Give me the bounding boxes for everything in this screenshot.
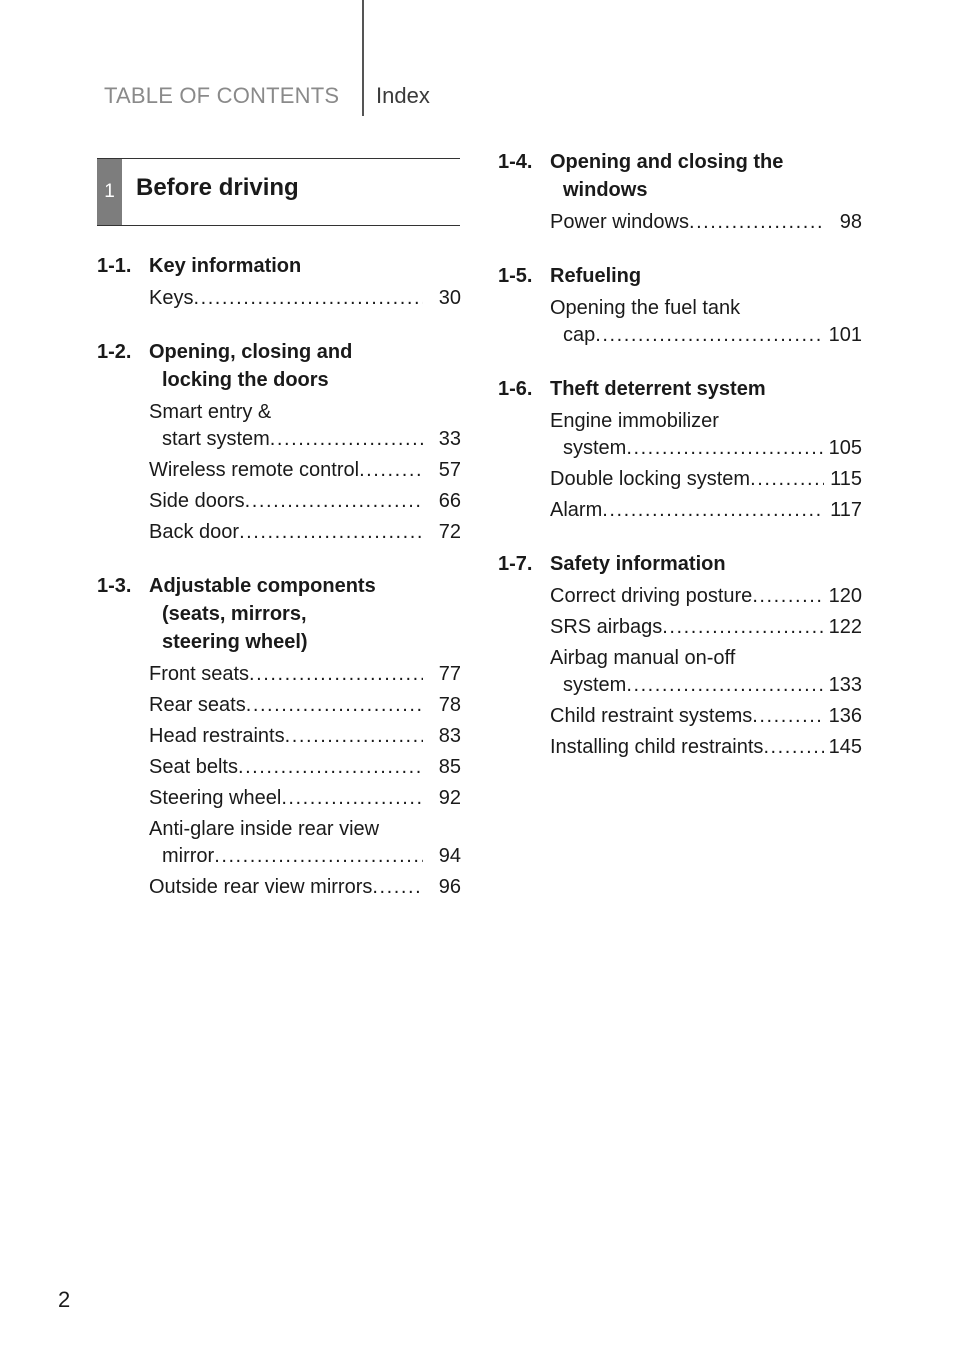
section-entries (498, 295, 862, 349)
toc-section (97, 338, 461, 546)
section-title (149, 572, 461, 656)
leader-dots (359, 457, 423, 484)
entry-label: Double locking system (550, 468, 751, 490)
toc-entry[interactable] (97, 816, 461, 870)
entry-text (550, 408, 824, 462)
section-number: 1-6. (498, 378, 533, 400)
entry-text (149, 457, 423, 484)
entry-label: Alarm (550, 499, 603, 521)
toc-entry[interactable] (97, 285, 461, 312)
leader-dots (763, 734, 824, 761)
index-link[interactable]: Index (376, 83, 430, 108)
toc-entry[interactable] (97, 785, 461, 812)
entry-line (149, 457, 423, 484)
entry-page-number: 78 (438, 694, 461, 716)
entry-label: Steering wheel (149, 787, 282, 809)
nav-divider (362, 0, 364, 116)
section-title-line: (seats, mirrors, (162, 603, 307, 625)
entry-line (550, 614, 824, 641)
entry-text (149, 285, 423, 312)
entry-line (149, 426, 423, 453)
leader-dots (752, 583, 824, 610)
entry-line (550, 466, 824, 493)
entry-line (149, 285, 423, 312)
entry-page-number: 83 (438, 725, 461, 747)
entry-label: Head restraints (149, 725, 285, 747)
entry-page-number: 136 (828, 705, 862, 727)
entry-text (149, 661, 423, 688)
entry-label: Installing child restraints (550, 736, 764, 758)
section-title (550, 550, 862, 578)
section-title-line: Theft deterrent system (550, 378, 766, 400)
entry-text (550, 614, 824, 641)
toc-entry[interactable] (498, 408, 862, 462)
section-heading (498, 262, 862, 290)
toc-entry[interactable] (97, 457, 461, 484)
section-title-line: Refueling (550, 265, 642, 287)
toc-entry[interactable] (97, 399, 461, 453)
entry-page-number: 57 (438, 459, 461, 481)
toc-entry[interactable] (97, 874, 461, 901)
section-heading (498, 148, 862, 204)
entry-label: Side doors (149, 490, 245, 512)
section-entries (97, 399, 461, 546)
section-heading (97, 338, 461, 394)
toc-section (498, 148, 862, 236)
toc-entry[interactable] (498, 209, 862, 236)
table-of-contents-link[interactable]: TABLE OF CONTENTS (104, 83, 340, 108)
entry-text (550, 295, 824, 349)
leader-dots (662, 614, 824, 641)
entry-page-number: 115 (830, 468, 862, 490)
toc-entry[interactable] (97, 723, 461, 750)
top-navigation (0, 0, 960, 120)
section-title-line: Key information (149, 255, 302, 277)
entry-text (149, 723, 423, 750)
entry-text (149, 488, 423, 515)
toc-entry[interactable] (498, 295, 862, 349)
section-title-line: steering wheel) (162, 631, 308, 653)
entry-label: Rear seats (149, 694, 246, 716)
entry-label: system (563, 437, 627, 459)
leader-dots (270, 426, 423, 453)
section-entries (498, 209, 862, 236)
entry-line (550, 734, 824, 761)
entry-text (149, 816, 423, 870)
entry-page-number: 92 (438, 787, 461, 809)
leader-dots (285, 723, 423, 750)
entry-page-number: 33 (438, 428, 461, 450)
toc-section (97, 252, 461, 312)
toc-entry[interactable] (97, 488, 461, 515)
entry-line (550, 322, 824, 349)
chapter-header (97, 158, 460, 226)
leader-dots (689, 209, 824, 236)
entry-line (149, 488, 423, 515)
section-title-line: Safety information (550, 553, 726, 575)
entry-page-number: 98 (839, 211, 862, 233)
section-entries (97, 285, 461, 312)
entry-label: Back door (149, 521, 240, 543)
toc-entry[interactable] (97, 692, 461, 719)
entry-line (550, 435, 824, 462)
entry-line (149, 661, 423, 688)
section-title-line: Adjustable components (149, 575, 376, 597)
entry-line: Engine immobilizer (550, 410, 719, 432)
entry-label: Front seats (149, 663, 250, 685)
entry-label: Seat belts (149, 756, 238, 778)
entry-label: Correct driving posture (550, 585, 753, 607)
chapter-number-tab: 1 (97, 159, 122, 225)
entry-label: Power windows (550, 211, 689, 233)
entry-line: Anti-glare inside rear view (149, 818, 380, 840)
toc-column-left (97, 252, 461, 927)
section-number: 1-3. (97, 575, 132, 597)
entry-page-number: 145 (828, 736, 862, 758)
section-title (550, 375, 862, 403)
entry-page-number: 72 (438, 521, 461, 543)
toc-entry[interactable] (498, 583, 862, 610)
toc-entry[interactable] (498, 466, 862, 493)
leader-dots (193, 285, 423, 312)
toc-entry[interactable] (498, 734, 862, 761)
toc-entry[interactable] (498, 645, 862, 699)
toc-entry[interactable] (498, 614, 862, 641)
entry-label: start system (162, 428, 270, 450)
leader-dots (238, 754, 423, 781)
entry-label: system (563, 674, 627, 696)
section-title (550, 148, 862, 204)
toc-entry[interactable] (97, 661, 461, 688)
entry-page-number: 133 (828, 674, 862, 696)
entry-page-number: 85 (438, 756, 461, 778)
entry-line (550, 209, 824, 236)
entry-page-number: 101 (828, 324, 862, 346)
leader-dots (752, 703, 824, 730)
entry-line: Smart entry & (149, 401, 272, 423)
section-entries (97, 661, 461, 901)
entry-label: SRS airbags (550, 616, 663, 638)
entry-line (149, 692, 423, 719)
section-number: 1-5. (498, 265, 533, 287)
leader-dots (372, 874, 423, 901)
entry-line (149, 785, 423, 812)
section-title (149, 338, 461, 394)
section-number: 1-1. (97, 255, 132, 277)
toc-entry[interactable] (498, 497, 862, 524)
leader-dots (750, 466, 824, 493)
entry-text (149, 874, 423, 901)
entry-label: Outside rear view mirrors (149, 876, 373, 898)
entry-page-number: 105 (828, 437, 862, 459)
entry-line (149, 874, 423, 901)
leader-dots (245, 488, 423, 515)
toc-section (97, 572, 461, 901)
section-number: 1-4. (498, 151, 533, 173)
entry-page-number: 122 (828, 616, 862, 638)
entry-text (550, 583, 824, 610)
entry-text (149, 399, 423, 453)
section-number: 1-2. (97, 341, 132, 363)
chapter-title: Before driving (136, 174, 299, 201)
toc-section (498, 550, 862, 761)
section-title-line: locking the doors (162, 369, 329, 391)
entry-label: Wireless remote control (149, 459, 360, 481)
entry-text (550, 703, 824, 730)
entry-label: Child restraint systems (550, 705, 753, 727)
section-title-line: Opening, closing and (149, 341, 353, 363)
toc-entry[interactable] (97, 519, 461, 546)
leader-dots (249, 661, 423, 688)
section-heading (498, 550, 862, 578)
entry-text (149, 519, 423, 546)
entry-page-number: 120 (828, 585, 862, 607)
section-heading (97, 252, 461, 280)
toc-entry[interactable] (97, 754, 461, 781)
entry-line (550, 703, 824, 730)
entry-text (149, 785, 423, 812)
entry-label: mirror (162, 845, 215, 867)
leader-dots (626, 672, 824, 699)
entry-line (149, 754, 423, 781)
entry-page-number: 30 (438, 287, 461, 309)
entry-page-number: 117 (830, 499, 862, 521)
entry-line (149, 843, 423, 870)
toc-entry[interactable] (498, 703, 862, 730)
leader-dots (602, 497, 824, 524)
leader-dots (626, 435, 824, 462)
entry-page-number: 96 (438, 876, 461, 898)
section-title (149, 252, 461, 280)
entry-line (149, 723, 423, 750)
section-title-line: Opening and closing the (550, 151, 784, 173)
entry-text (550, 209, 824, 236)
entry-line (550, 497, 824, 524)
entry-label: cap (563, 324, 596, 346)
entry-line: Opening the fuel tank (550, 297, 741, 319)
entry-label: Keys (149, 287, 194, 309)
entry-text (149, 692, 423, 719)
section-entries (498, 583, 862, 761)
section-heading (498, 375, 862, 403)
entry-text (550, 734, 824, 761)
page-number: 2 (58, 1287, 71, 1312)
leader-dots (246, 692, 423, 719)
entry-text (550, 645, 824, 699)
section-title-line: windows (563, 179, 648, 201)
section-heading (97, 572, 461, 656)
entry-page-number: 94 (438, 845, 461, 867)
section-number: 1-7. (498, 553, 533, 575)
entry-page-number: 66 (438, 490, 461, 512)
entry-line (550, 583, 824, 610)
entry-line (149, 519, 423, 546)
leader-dots (239, 519, 423, 546)
leader-dots (595, 322, 824, 349)
section-entries (498, 408, 862, 524)
entry-line: Airbag manual on-off (550, 647, 736, 669)
leader-dots (214, 843, 423, 870)
toc-section (498, 262, 862, 349)
entry-text (550, 466, 824, 493)
section-title (550, 262, 862, 290)
leader-dots (281, 785, 423, 812)
toc-column-right (498, 148, 862, 787)
entry-page-number: 77 (438, 663, 461, 685)
entry-text (149, 754, 423, 781)
toc-section (498, 375, 862, 524)
entry-line (550, 672, 824, 699)
entry-text (550, 497, 824, 524)
